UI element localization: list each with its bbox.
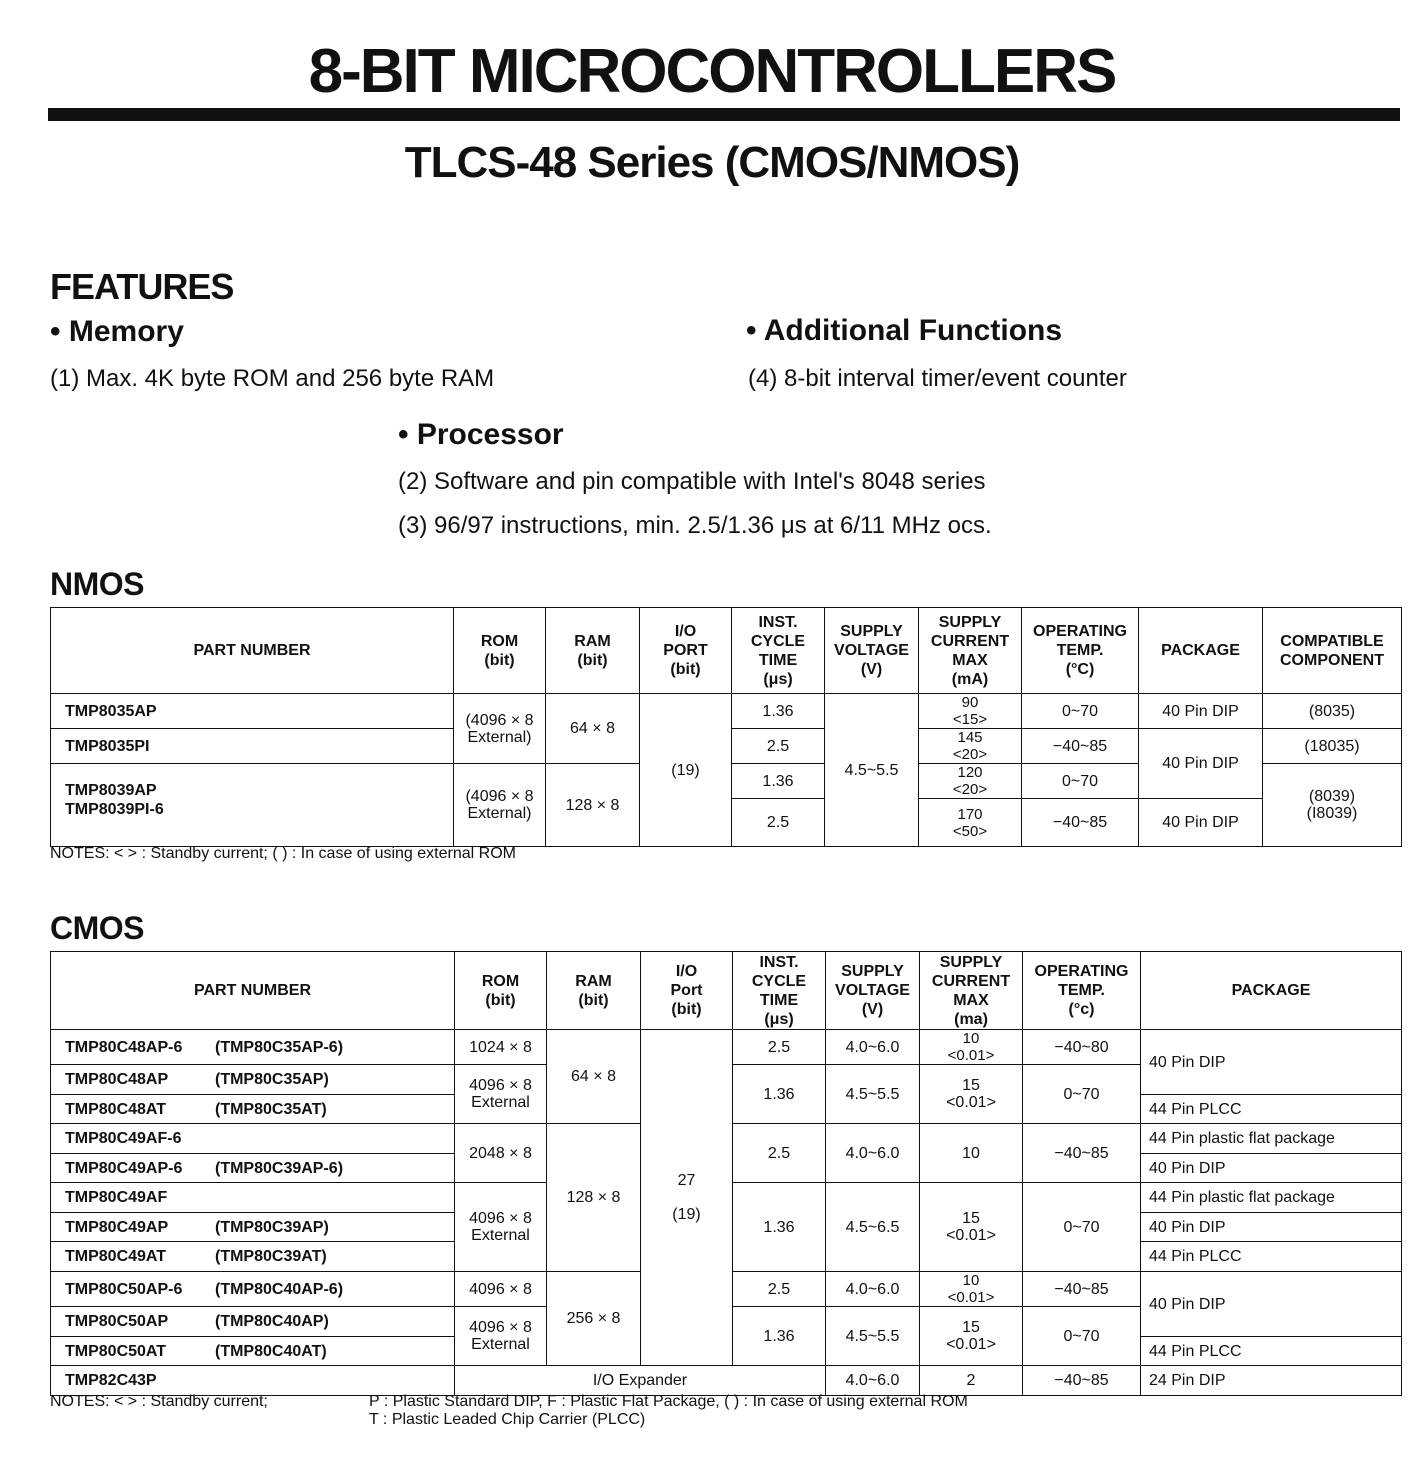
- package-cell: 40 Pin DIP: [1141, 1154, 1402, 1183]
- cmos-table: [50, 951, 1402, 1396]
- inst-cell: 1.36: [733, 1065, 826, 1124]
- part-number: TMP8035AP: [51, 694, 454, 729]
- table-row: [51, 694, 1402, 729]
- io-expander-cell: I/O Expander: [455, 1366, 826, 1396]
- package-cell: 44 Pin PLCC: [1141, 1337, 1402, 1366]
- part-number: TMP80C49AF-6: [51, 1124, 455, 1154]
- compatible-cell: (8035): [1263, 694, 1402, 729]
- col-ram: RAM (bit): [546, 608, 640, 694]
- rom-cell: 2048 × 8: [455, 1124, 547, 1183]
- additional-heading: • Additional Functions: [746, 314, 1063, 347]
- page-title: 8-BIT MICROCONTROLLERS: [308, 37, 1116, 106]
- col-io-port: I/O PORT (bit): [640, 608, 732, 694]
- package-cell: 40 Pin DIP: [1141, 1272, 1402, 1337]
- current-cell: 15 <0.01>: [920, 1183, 1023, 1272]
- package-cell: 40 Pin DIP: [1139, 694, 1263, 729]
- temp-cell: 0~70: [1022, 764, 1139, 799]
- nmos-heading: NMOS: [50, 566, 144, 602]
- title-rule: [48, 108, 1400, 121]
- additional-item-1: (4) 8-bit interval timer/event counter: [748, 365, 1127, 392]
- current-cell: 120 <20>: [919, 764, 1022, 799]
- voltage-cell: 4.5~5.5: [825, 694, 919, 847]
- part-number: TMP8039PI-6: [51, 799, 454, 847]
- col-supply-current: SUPPLY CURRENT MAX (mA): [919, 608, 1022, 694]
- inst-cell: 1.36: [732, 764, 825, 799]
- io-port-cell: 27 (19): [641, 1030, 733, 1366]
- voltage-cell: 4.0~6.0: [826, 1272, 920, 1307]
- col-package: PACKAGE: [1141, 952, 1402, 1030]
- col-inst-cycle: INST. CYCLE TIME (μs): [733, 952, 826, 1030]
- col-inst-cycle: INST. CYCLE TIME (μs): [732, 608, 825, 694]
- part-number: TMP8035PI: [51, 729, 454, 764]
- part-number: TMP80C49AT (TMP80C39AT): [51, 1242, 455, 1272]
- col-part-number: PART NUMBER: [51, 952, 455, 1030]
- package-cell: 44 Pin plastic flat package: [1141, 1183, 1402, 1213]
- current-cell: 170 <50>: [919, 799, 1022, 847]
- package-cell: 40 Pin DIP: [1139, 729, 1263, 799]
- rom-cell: (4096 × 8 External): [454, 764, 546, 847]
- cmos-notes-line1a: NOTES: < > : Standby current;: [50, 1393, 268, 1410]
- inst-cell: 2.5: [733, 1030, 826, 1065]
- col-supply-current: SUPPLY CURRENT MAX (ma): [920, 952, 1023, 1030]
- processor-heading: • Processor: [398, 418, 564, 451]
- current-cell: 2: [920, 1366, 1023, 1396]
- part-number: TMP80C50AT (TMP80C40AT): [51, 1337, 455, 1366]
- temp-cell: 0~70: [1023, 1183, 1141, 1272]
- voltage-cell: 4.5~6.5: [826, 1183, 920, 1272]
- col-ram: RAM (bit): [547, 952, 641, 1030]
- cmos-notes-line2: T : Plastic Leaded Chip Carrier (PLCC): [369, 1411, 646, 1428]
- inst-cell: 2.5: [733, 1124, 826, 1183]
- rom-cell: 4096 × 8 External: [455, 1065, 547, 1124]
- ram-cell: 128 × 8: [546, 764, 640, 847]
- cmos-notes-line1b: P : Plastic Standard DIP, F : Plastic Flat Package, ( ) : In case of using external ROM: [369, 1393, 968, 1410]
- col-io-port: I/O Port (bit): [641, 952, 733, 1030]
- temp-cell: −40~80: [1023, 1030, 1141, 1065]
- rom-cell: (4096 × 8 External): [454, 694, 546, 764]
- voltage-cell: 4.0~6.0: [826, 1030, 920, 1065]
- part-number: TMP80C49AF: [51, 1183, 455, 1213]
- voltage-cell: 4.5~5.5: [826, 1065, 920, 1124]
- col-rom: ROM (bit): [455, 952, 547, 1030]
- ram-cell: 256 × 8: [547, 1272, 641, 1366]
- temp-cell: −40~85: [1023, 1124, 1141, 1183]
- part-number: TMP80C49AP (TMP80C39AP): [51, 1213, 455, 1242]
- col-rom: ROM (bit): [454, 608, 546, 694]
- table-row: [51, 1366, 1402, 1396]
- package-cell: 40 Pin DIP: [1141, 1213, 1402, 1242]
- package-cell: 40 Pin DIP: [1141, 1030, 1402, 1095]
- nmos-header-row: [51, 608, 1402, 694]
- part-number: TMP80C50AP-6 (TMP80C40AP-6): [51, 1272, 455, 1307]
- ram-cell: 64 × 8: [547, 1030, 641, 1124]
- col-operating-temp: OPERATING TEMP. (°C): [1022, 608, 1139, 694]
- temp-cell: −40~85: [1023, 1366, 1141, 1396]
- inst-cell: 2.5: [732, 799, 825, 847]
- rom-cell: 1024 × 8: [455, 1030, 547, 1065]
- features-heading: FEATURES: [50, 266, 234, 307]
- inst-cell: 1.36: [733, 1183, 826, 1272]
- page-subtitle: TLCS-48 Series (CMOS/NMOS): [404, 138, 1020, 187]
- rom-cell: 4096 × 8: [455, 1272, 547, 1307]
- inst-cell: 1.36: [732, 694, 825, 729]
- col-compatible: COMPATIBLE COMPONENT: [1263, 608, 1402, 694]
- inst-cell: 1.36: [733, 1307, 826, 1366]
- io-port-cell: (19): [640, 694, 732, 847]
- package-cell: 24 Pin DIP: [1141, 1366, 1402, 1396]
- col-part-number: PART NUMBER: [51, 608, 454, 694]
- part-number: TMP80C48AT (TMP80C35AT): [51, 1095, 455, 1124]
- part-number: TMP80C50AP (TMP80C40AP): [51, 1307, 455, 1337]
- part-number: TMP8039AP: [51, 764, 454, 799]
- nmos-table: [50, 607, 1402, 847]
- current-cell: 10: [920, 1124, 1023, 1183]
- rom-cell: 4096 × 8 External: [455, 1183, 547, 1272]
- cmos-heading: CMOS: [50, 910, 144, 946]
- voltage-cell: 4.0~6.0: [826, 1366, 920, 1396]
- temp-cell: −40~85: [1023, 1272, 1141, 1307]
- current-cell: 90 <15>: [919, 694, 1022, 729]
- current-cell: 10 <0.01>: [920, 1030, 1023, 1065]
- voltage-cell: 4.5~5.5: [826, 1307, 920, 1366]
- current-cell: 15 <0.01>: [920, 1065, 1023, 1124]
- inst-cell: 2.5: [733, 1272, 826, 1307]
- part-number: TMP80C48AP-6 (TMP80C35AP-6): [51, 1030, 455, 1065]
- compatible-cell: (18035): [1263, 729, 1402, 764]
- table-row: [51, 1030, 1402, 1065]
- inst-cell: 2.5: [732, 729, 825, 764]
- ram-cell: 64 × 8: [546, 694, 640, 764]
- temp-cell: −40~85: [1022, 729, 1139, 764]
- memory-heading: • Memory: [50, 315, 184, 348]
- current-cell: 15 <0.01>: [920, 1307, 1023, 1366]
- col-supply-voltage: SUPPLY VOLTAGE (V): [825, 608, 919, 694]
- col-operating-temp: OPERATING TEMP. (°c): [1023, 952, 1141, 1030]
- temp-cell: 0~70: [1023, 1307, 1141, 1366]
- package-cell: 44 Pin plastic flat package: [1141, 1124, 1402, 1154]
- temp-cell: −40~85: [1022, 799, 1139, 847]
- part-number: TMP80C48AP (TMP80C35AP): [51, 1065, 455, 1095]
- package-cell: 40 Pin DIP: [1139, 799, 1263, 847]
- part-number: TMP80C49AP-6 (TMP80C39AP-6): [51, 1154, 455, 1183]
- memory-item-1: (1) Max. 4K byte ROM and 256 byte RAM: [50, 365, 495, 392]
- processor-item-2: (2) Software and pin compatible with Intel's 8048 series: [398, 468, 986, 495]
- ram-cell: 128 × 8: [547, 1124, 641, 1272]
- package-cell: 44 Pin PLCC: [1141, 1095, 1402, 1124]
- temp-cell: 0~70: [1022, 694, 1139, 729]
- rom-cell: 4096 × 8 External: [455, 1307, 547, 1366]
- voltage-cell: 4.0~6.0: [826, 1124, 920, 1183]
- part-number: TMP82C43P: [51, 1366, 455, 1396]
- temp-cell: 0~70: [1023, 1065, 1141, 1124]
- current-cell: 10 <0.01>: [920, 1272, 1023, 1307]
- col-package: PACKAGE: [1139, 608, 1263, 694]
- compatible-cell: (8039) (I8039): [1263, 764, 1402, 847]
- cmos-header-row: [51, 952, 1402, 1030]
- col-supply-voltage: SUPPLY VOLTAGE (V): [826, 952, 920, 1030]
- processor-item-3: (3) 96/97 instructions, min. 2.5/1.36 μs at 6/11 MHz ocs.: [398, 512, 992, 539]
- current-cell: 145 <20>: [919, 729, 1022, 764]
- nmos-notes: NOTES: < > : Standby current; ( ) : In case of using external ROM: [50, 845, 516, 862]
- package-cell: 44 Pin PLCC: [1141, 1242, 1402, 1272]
